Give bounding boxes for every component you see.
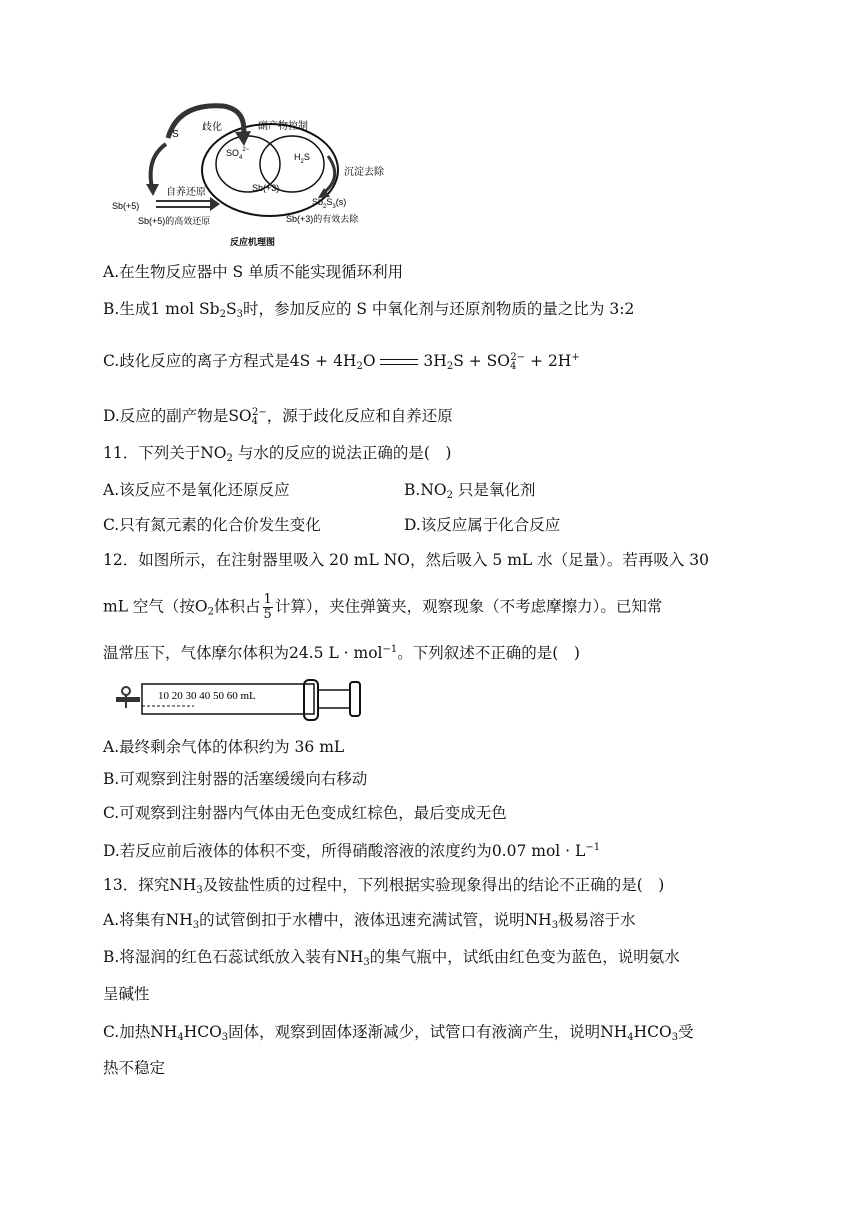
q13-option-b-cont: 呈碱性 bbox=[103, 985, 150, 1003]
syringe-scale: 10 20 30 40 50 60 mL bbox=[158, 690, 256, 702]
q10-option-a: A.在生物反应器中 S 单质不能实现循环利用 bbox=[103, 263, 404, 281]
arrow-s-down bbox=[151, 144, 166, 188]
label-chendian: 沉淀去除 bbox=[344, 167, 384, 178]
reaction-mechanism-diagram bbox=[108, 98, 398, 250]
label-s: S bbox=[172, 129, 179, 140]
diagram-title: 反应机理图 bbox=[230, 237, 276, 247]
label-h2s: $H_2S$ bbox=[294, 152, 310, 165]
q11-option-d: D.该反应属于化合反应 bbox=[404, 516, 561, 534]
q13-option-b: B.将湿润的红色石蕊试纸放入装有$NH_3$的集气瓶中，试纸由红色变为蓝色，说明氨水 bbox=[103, 948, 680, 968]
q10-option-d: D.反应的副产物是$SO_4^{2-}$，源于歧化反应和自养还原 bbox=[103, 407, 453, 427]
q10-option-c: C.歧化反应的离子方程式是$4S + 4H_2O$ $3H_2S + SO_4^{2-} + 2H^+$ bbox=[103, 352, 580, 372]
q11-option-b: $B.NO_2$ 只是氧化剂 bbox=[404, 481, 536, 501]
q13-option-c: C.加热$NH_4HCO_3$固体，观察到固体逐渐减少，试管口有液滴产生，说明$NH_4HCO_3$受 bbox=[103, 1023, 694, 1043]
label-sb3: Sb(+3) bbox=[252, 183, 280, 193]
label-youxiao: Sb(+3)的有效去除 bbox=[286, 214, 359, 224]
q11-row-cd bbox=[103, 514, 803, 536]
q12-option-d: D.若反应前后液体的体积不变，所得硝酸溶液的浓度约为0.07 mol · $L^{-1}$ bbox=[103, 842, 601, 860]
q12-option-a: A.最终剩余气体的体积约为 36 mL bbox=[103, 738, 345, 756]
q11-row-ab bbox=[103, 479, 803, 501]
label-so4: $SO_4^{2-}$ bbox=[226, 147, 250, 161]
label-sb2s3: $Sb_2S_3(s)$ bbox=[312, 197, 347, 210]
q10-option-b: B.生成1 mol $Sb_2S_3$时，参加反应的 S 中氧化剂与还原剂物质的量之比为 3:2 bbox=[103, 300, 635, 320]
q11-stem: 11．下列关于$NO_2$ 与水的反应的说法正确的是( ) bbox=[103, 444, 452, 464]
q11-option-c: C.只有氮元素的化合价发生变化 bbox=[103, 516, 321, 534]
q12-stem-line2: mL 空气（按$O_2$体积占 $\frac{1}{5}$ 计算），夹住弹簧夹，观察现象（不考虑摩擦力）。已知常 bbox=[103, 592, 663, 622]
syringe-figure bbox=[114, 678, 364, 724]
q13-option-c-cont: 热不稳定 bbox=[103, 1059, 166, 1077]
q13-option-a: A.将集有$NH_3$的试管倒扣于水槽中，液体迅速充满试管，说明$NH_3$极易溶于水 bbox=[103, 911, 636, 931]
q12-stem-line1: 12．如图所示，在注射器里吸入 20 mL NO，然后吸入 5 mL 水（足量）。若再吸入 30 bbox=[103, 551, 710, 569]
arrow-s-down-head bbox=[146, 184, 159, 196]
label-gaoxiao: Sb(+5)的高效还原 bbox=[138, 216, 211, 226]
label-sb5: Sb(+5) bbox=[112, 201, 140, 211]
q12-option-c: C.可观察到注射器内气体由无色变成红棕色，最后变成无色 bbox=[103, 804, 507, 822]
q12-stem-line3: 温常压下，气体摩尔体积为24.5 L · mol$^{-1}$。下列叙述不正确的是( ) bbox=[103, 644, 580, 662]
label-ziyang: 自养还原 bbox=[166, 187, 206, 198]
q13-stem: 13．探究$NH_3$及铵盐性质的过程中，下列根据实验现象得出的结论不正确的是( ) bbox=[103, 876, 665, 896]
q12-option-b: B.可观察到注射器的活塞缓缓向右移动 bbox=[103, 770, 368, 788]
label-qihua: 歧化 bbox=[202, 122, 222, 133]
fraction-one-fifth: $\frac{1}{5}$ bbox=[263, 592, 272, 622]
arrow-s-loop-head bbox=[235, 131, 251, 146]
label-byproduct: 副产物控制 bbox=[258, 121, 308, 132]
q11-option-a: A.该反应不是氧化还原反应 bbox=[103, 481, 290, 499]
